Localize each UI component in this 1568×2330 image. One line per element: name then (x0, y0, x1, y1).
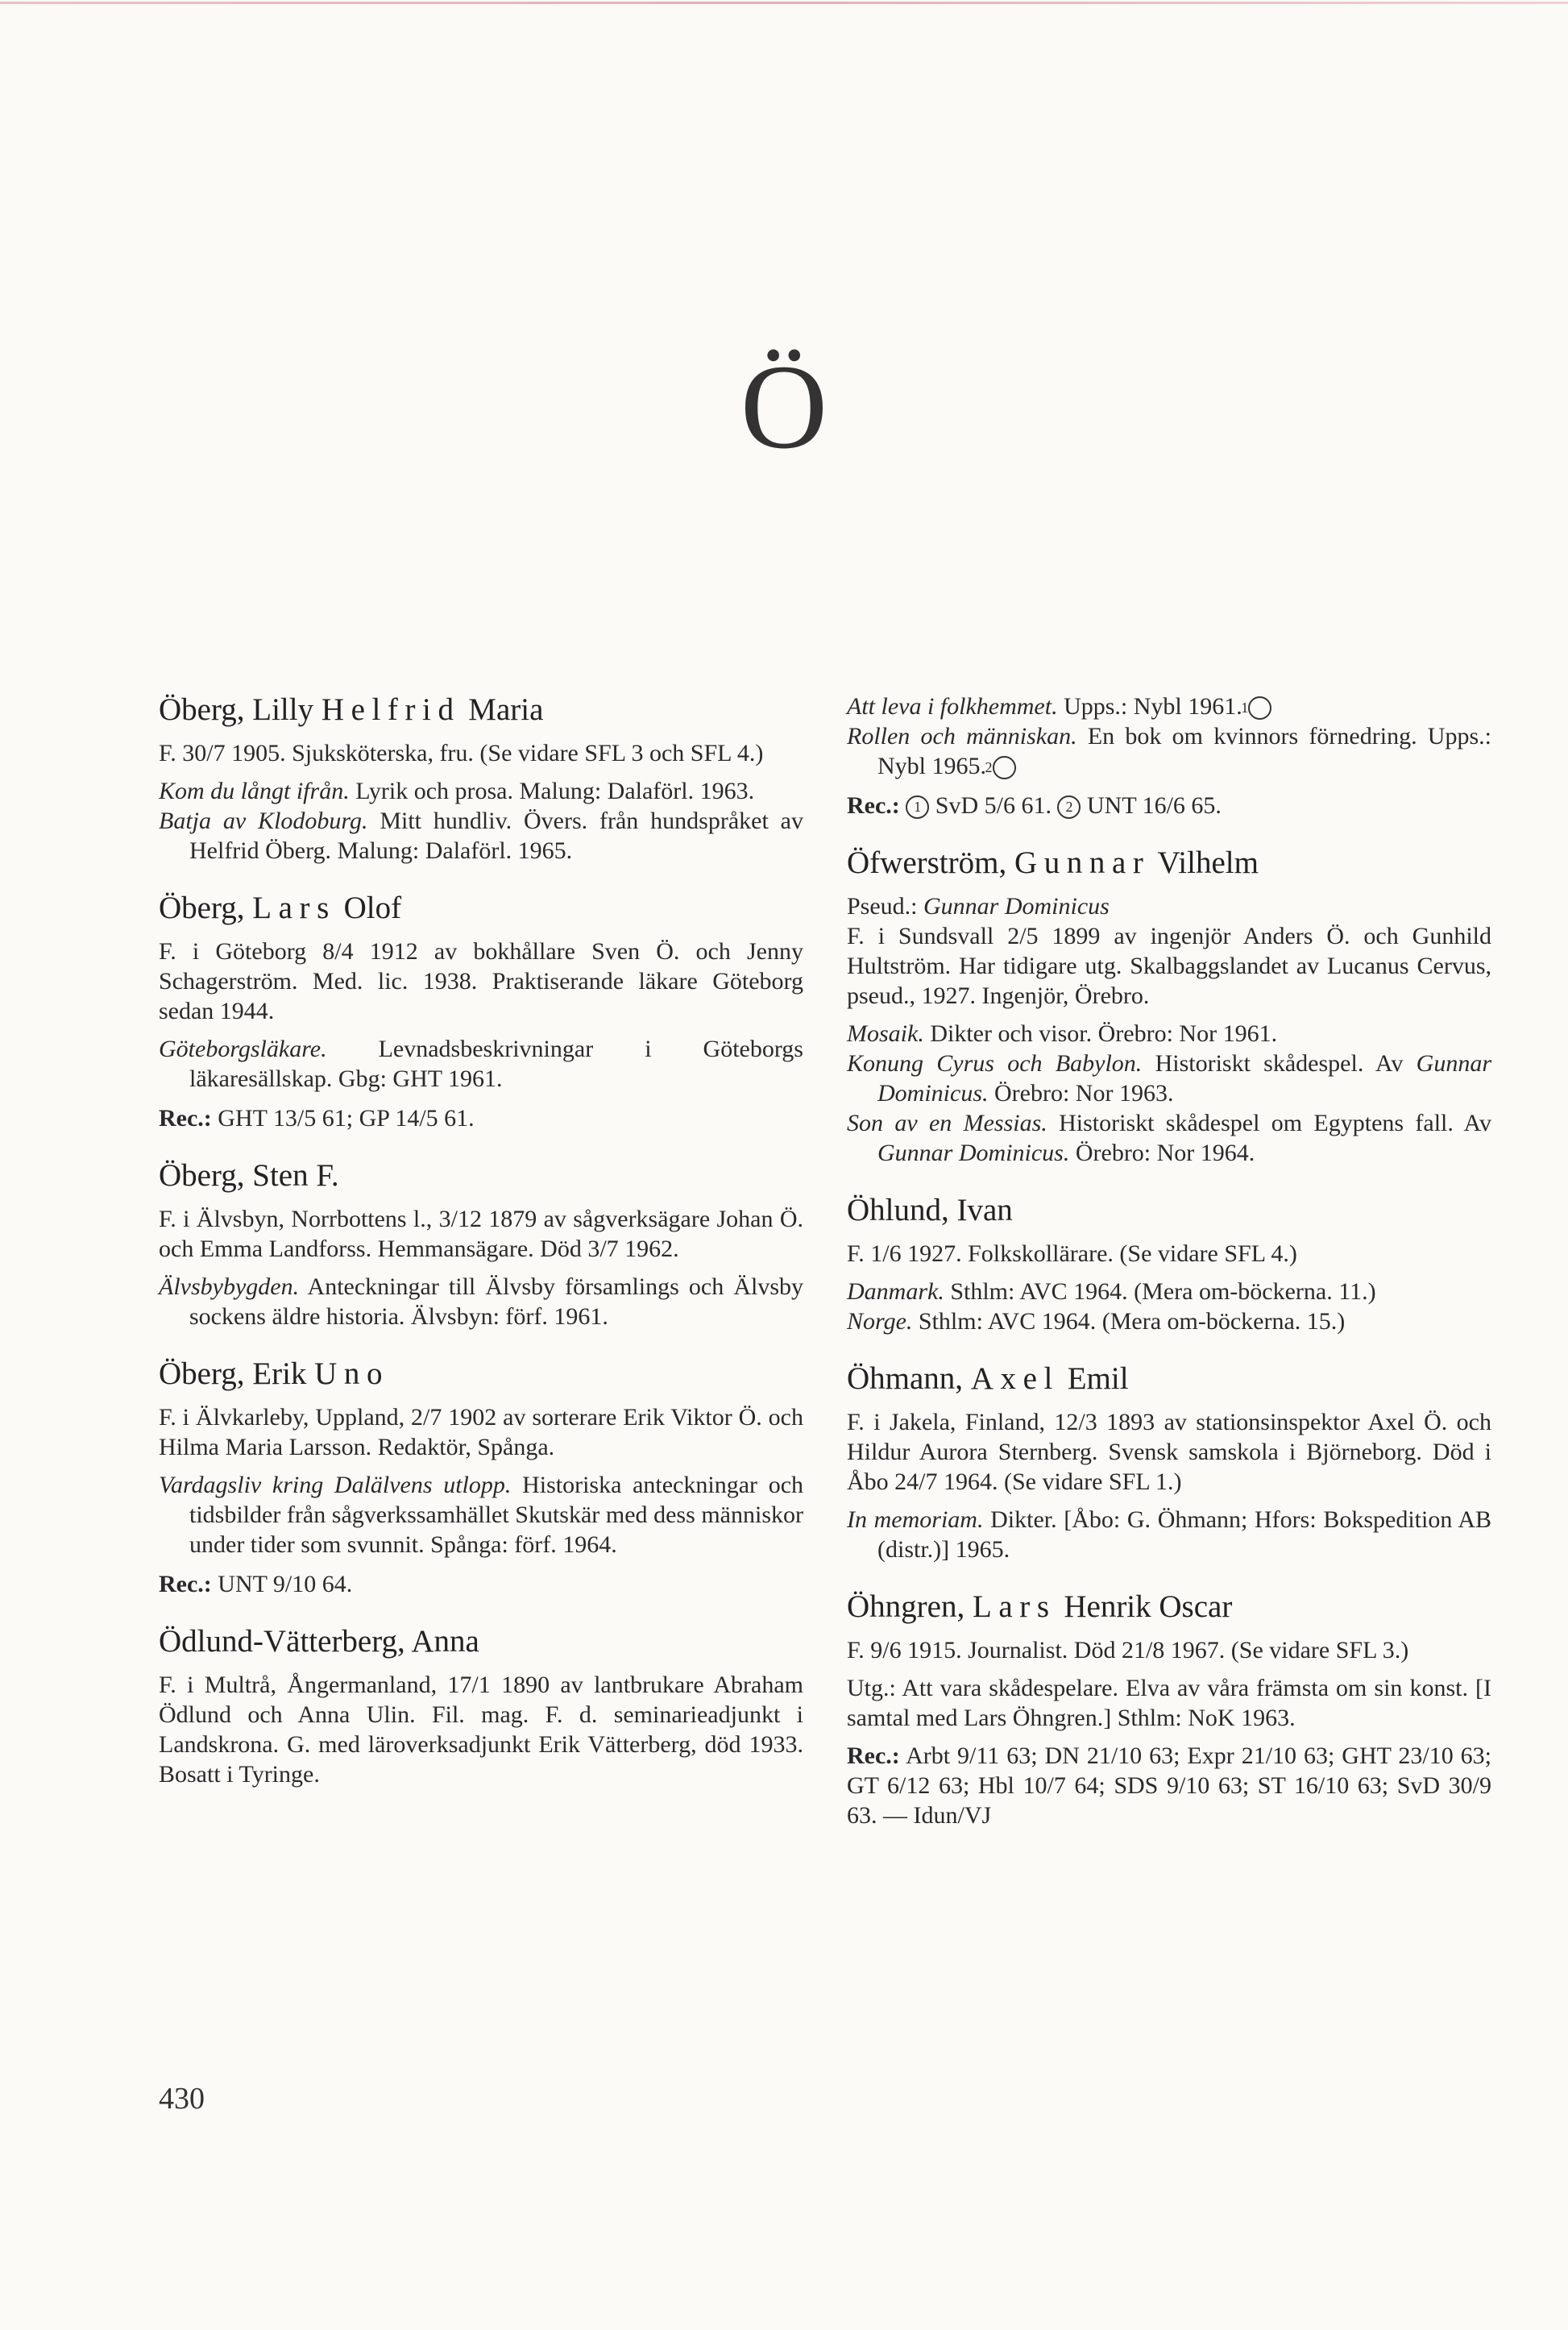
entry-heading: Ödlund-Vätterberg, Anna (159, 1624, 479, 1659)
work-line: Norge. Sthlm: AVC 1964. (Mera om-böckerna. 15.) (847, 1308, 1346, 1335)
entry-bio: F. 1/6 1927. Folkskollärare. (Se vidare SFL 4.) (847, 1240, 1297, 1267)
section-letter: Ö (740, 340, 828, 474)
entry-ohngren (847, 1589, 1491, 1830)
page-number: 430 (159, 2082, 205, 2116)
pseudonym-line: Pseud.: Gunnar Dominicus (847, 893, 1110, 920)
entry-works (847, 1019, 1491, 1168)
entry-heading: Öberg, Lars Olof (159, 891, 402, 925)
entry-oberg-erik (159, 1356, 803, 1599)
left-column (159, 692, 803, 1813)
work-line: Vardagsliv kring Dalälvens utlopp. Historiska anteckningar och tidsbilder från sågverkssamhället Skutskär med dess människor under tider som svunnit. Spånga: förf. 1964. (159, 1472, 804, 1558)
review-line: Rec.: Arbt 9/11 63; DN 21/10 63; Expr 21/10 63; GHT 23/10 63; GT 6/12 63; Hbl 10/7 64; SDS 9/10 63; ST 16/10 63; SvD 30/9 63. — Idun/VJ (847, 1742, 1491, 1829)
work-line: In memoriam. Dikter. [Åbo: G. Öhmann; Hfors: Bokspedition AB (distr.)] 1965. (847, 1506, 1491, 1563)
entry-bio: F. i Multrå, Ångermanland, 17/1 1890 av lantbrukare Abraham Ödlund och Anna Ulin. Fil. mag. F. d. seminarieadjunkt i Landskrona. G. med läroverksadjunkt Erik Vätterberg, död 1933. Bosatt i Tyringe. (159, 1672, 803, 1788)
entry-heading: Öberg, Erik Uno (159, 1356, 390, 1391)
entry-continued (847, 692, 1491, 820)
entry-bio: F. 30/7 1905. Sjuksköterska, fru. (Se vidare SFL 3 och SFL 4.) (159, 740, 764, 766)
entry-bio: F. i Älvsbyn, Norrbottens l., 3/12 1879 av sågverksägare Johan Ö. och Emma Landforss. Hemmansägare. Död 3/7 1962. (159, 1206, 803, 1262)
circled-number-1: 1 (906, 795, 929, 819)
top-edge-line (0, 2, 1568, 4)
entry-bio: F. i Älvkarleby, Uppland, 2/7 1902 av sorterare Erik Viktor Ö. och Hilma Maria Larsson. Redaktör, Spånga. (159, 1404, 803, 1460)
entry-ofwerstrom (847, 845, 1491, 1168)
review-line: Rec.: GHT 13/5 61; GP 14/5 61. (159, 1105, 475, 1132)
entry-works (847, 1277, 1491, 1336)
entry-heading: Öhmann, Axel Emil (847, 1361, 1129, 1396)
work-line: Batja av Klodoburg. Mitt hundliv. Övers. från hundspråket av Helfrid Öberg. Malung: Dalaförl. 1965. (159, 808, 803, 864)
work-line: Son av en Messias. Historiskt skådespel om Egyptens fall. Av Gunnar Dominicus. Örebro: Nor 1964. (847, 1110, 1491, 1166)
entry-heading: Öhngren, Lars Henrik Oscar (847, 1589, 1233, 1624)
entry-heading: Öberg, Sten F. (159, 1158, 339, 1193)
entry-bio: F. i Jakela, Finland, 12/3 1893 av stationsinspektor Axel Ö. och Hildur Aurora Sternberg. Svensk samskola i Björneborg. Död i Åbo 24/7 1964. (Se vidare SFL 1.) (847, 1409, 1491, 1495)
review-line: Rec.: UNT 9/10 64. (159, 1571, 353, 1597)
entry-works (159, 776, 803, 866)
entry-ohlund (847, 1192, 1491, 1336)
entry-odlund-vatterberg (159, 1623, 803, 1789)
work-line: Danmark. Sthlm: AVC 1964. (Mera om-böckerna. 11.) (847, 1278, 1376, 1305)
entry-oberg-lilly (159, 692, 803, 866)
work-line: Kom du långt ifrån. Lyrik och prosa. Malung: Dalaförl. 1963. (159, 778, 755, 804)
work-line: Älvsbybygden. Anteckningar till Älvsby församlings och Älvsby sockens äldre historia. Älvsbyn: förf. 1961. (159, 1273, 803, 1330)
entry-heading: Öfwerström, Gunnar Vilhelm (847, 845, 1259, 880)
entry-bio: F. i Göteborg 8/4 1912 av bokhållare Sven Ö. och Jenny Schagerström. Med. lic. 1938. Praktiserande läkare Göteborg sedan 1944. (159, 938, 803, 1024)
work-line: Att leva i folkhemmet. Upps.: Nybl 1961. 1 (847, 692, 1491, 721)
entry-works (159, 1470, 803, 1560)
work-line: Mosaik. Dikter och visor. Örebro: Nor 1961. (847, 1020, 1278, 1047)
entry-heading: Öhlund, Ivan (847, 1193, 1013, 1227)
review-line: Rec.: 1 SvD 5/6 61. 2 UNT 16/6 65. (847, 792, 1222, 819)
circled-number-1: 1 (1248, 696, 1271, 720)
entry-bio: F. 9/6 1915. Journalist. Död 21/8 1967. (Se vidare SFL 3.) (847, 1637, 1409, 1663)
entry-works (159, 1272, 803, 1331)
work-line: Göteborgsläkare. Levnadsbeskrivningar i Göteborgs läkaresällskap. Gbg: GHT 1961. (159, 1036, 803, 1092)
work-line: Konung Cyrus och Babylon. Historiskt skådespel. Av Gunnar Dominicus. Örebro: Nor 1963. (847, 1050, 1491, 1107)
circled-number-2: 2 (1057, 795, 1081, 819)
circled-number-2: 2 (993, 756, 1016, 779)
entry-heading: Öberg, Lilly Helfrid Maria (159, 692, 544, 727)
entry-bio: F. i Sundsvall 2/5 1899 av ingenjör Anders Ö. och Gunhild Hultström. Har tidigare utg. Skalbaggslandet av Lucanus Cervus, pseud., 1927. Ingenjör, Örebro. (847, 923, 1491, 1009)
editor-line: Utg.: Att vara skådespelare. Elva av våra främsta om sin konst. [I samtal med Lars Öhngren.] Sthlm: NoK 1963. (847, 1675, 1491, 1731)
entry-works (159, 1034, 803, 1094)
entry-works (847, 692, 1491, 781)
work-line: Rollen och människan. En bok om kvinnors förnedring. Upps.: Nybl 1965. 2 (847, 723, 1491, 779)
entry-oberg-lars (159, 890, 803, 1133)
entry-ohmann (847, 1360, 1491, 1564)
entry-oberg-sten (159, 1157, 803, 1331)
entry-works (847, 1505, 1491, 1564)
right-column (847, 692, 1491, 1854)
